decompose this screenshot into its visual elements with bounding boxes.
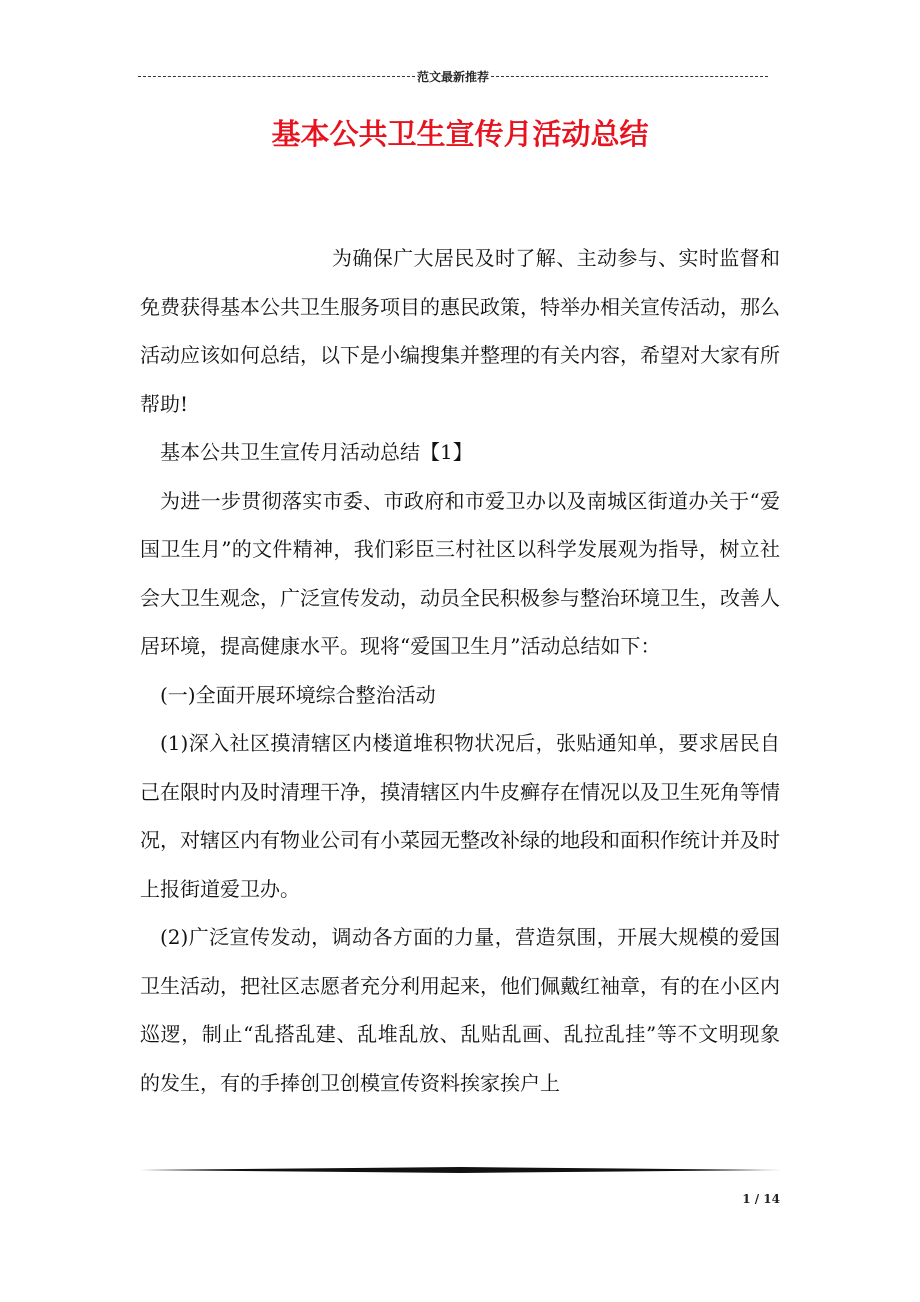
- subsection-heading: (一)全面开展环境综合整治活动: [160, 682, 436, 707]
- document-body: [140, 234, 780, 1107]
- footer-rule: [140, 1165, 782, 1175]
- intro-paragraph: 为确保广大居民及时了解、主动参与、实时监督和免费获得基本公共卫生服务项目的惠民政策，特举办相关宣传活动，那么活动应该如何总结，以下是小编搜集并整理的有关内容，希望对大家有所帮助!: [140, 246, 780, 416]
- section-heading: 基本公共卫生宣传月活动总结【1】: [160, 440, 473, 464]
- header-dash-right: [491, 76, 768, 77]
- header-label: 范文最新推荐: [417, 69, 490, 84]
- page-number: 1 / 14: [742, 1192, 780, 1206]
- body-paragraph: 为进一步贯彻落实市委、市政府和市爱卫办以及南城区街道办关于“爱国卫生月”的文件精神，我们彩臣三村社区以科学发展观为指导，树立社会大卫生观念，广泛宣传发动，动员全民积极参与整治环境卫生，改善人居环境，提高健康水平。现将“爱国卫生月”活动总结如下：: [140, 488, 780, 658]
- body-paragraph: (2)广泛宣传发动，调动各方面的力量，营造氛围，开展大规模的爱国卫生活动，把社区志愿者充分利用起来，他们佩戴红袖章，有的在小区内巡逻，制止“乱搭乱建、乱堆乱放、乱贴乱画、乱拉乱挂”等不文明现象的发生，有的手捧创卫创模宣传资料挨家挨户上: [140, 925, 780, 1095]
- body-paragraph: (1)深入社区摸清辖区内楼道堆积物状况后，张贴通知单，要求居民自己在限时内及时清理干净，摸清辖区内牛皮癣存在情况以及卫生死角等情况，对辖区内有物业公司有小菜园无整改补绿的地段和面积作统计并及时上报街道爱卫办。: [140, 731, 780, 901]
- page-header: [138, 66, 768, 86]
- header-dash-left: [138, 76, 415, 77]
- document-title: 基本公共卫生宣传月活动总结: [271, 117, 649, 151]
